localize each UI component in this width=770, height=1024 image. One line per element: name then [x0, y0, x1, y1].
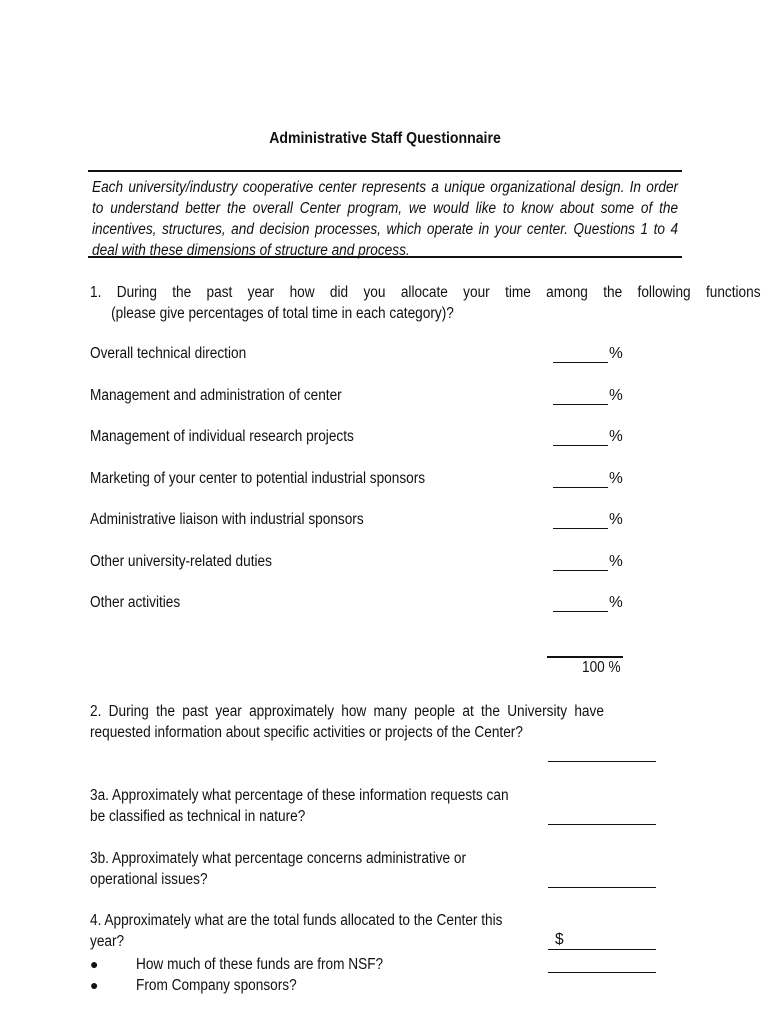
- time-row-input[interactable]: [553, 473, 608, 488]
- time-row-label: Management and administration of center: [90, 387, 342, 404]
- total-rule: [547, 656, 623, 658]
- question-4-line2: year?: [90, 933, 125, 950]
- percent-sign: %: [609, 470, 623, 487]
- percent-sign: %: [609, 553, 623, 570]
- question-4-line1: 4. Approximately what are the total funds allocated to the Center this: [90, 912, 503, 929]
- total-percent: 100 %: [582, 659, 621, 676]
- time-row-label: Management of individual research projects: [90, 428, 354, 445]
- time-row-label: Other university-related duties: [90, 553, 272, 570]
- percent-sign: %: [609, 345, 623, 362]
- question-3a-line1: 3a. Approximately what percentage of these information requests can: [90, 787, 509, 804]
- time-row-label: Administrative liaison with industrial sponsors: [90, 511, 364, 528]
- time-row-input[interactable]: [553, 556, 608, 571]
- intro-text: Each university/industry cooperative center represents a unique organizational design. In order to understand better the overall Center program, we would like to know about some of the incentives, structures, and decision processes, which operate in your center. Questions 1 to 4 deal with these dimensions of structure and process.: [92, 179, 679, 259]
- question-3b: [90, 848, 517, 890]
- question-3b-line2: operational issues?: [90, 871, 208, 888]
- percent-sign: %: [609, 511, 623, 528]
- time-row-label: Marketing of your center to potential industrial sponsors: [90, 470, 426, 487]
- question-3a-answer-line[interactable]: [548, 824, 656, 825]
- time-row-input[interactable]: [553, 431, 608, 446]
- question-1-line1: 1. During the past year how did you allocate your time among the following functions: [90, 284, 761, 301]
- question-4-nsf-answer-line[interactable]: [548, 972, 656, 973]
- page-title: Administrative Staff Questionnaire: [269, 130, 501, 147]
- time-row-label: Other activities: [90, 594, 181, 611]
- question-3b-line1: 3b. Approximately what percentage concerns administrative or: [90, 850, 467, 867]
- time-row-label: Overall technical direction: [90, 345, 247, 362]
- bullet-icon: ●: [90, 977, 99, 993]
- question-3b-answer-line[interactable]: [548, 887, 656, 888]
- question-3a-line2: be classified as technical in nature?: [90, 808, 306, 825]
- intro-box: [88, 170, 682, 258]
- percent-sign: %: [609, 428, 623, 445]
- time-row-input[interactable]: [553, 348, 608, 363]
- bullet-icon: ●: [90, 956, 99, 972]
- percent-sign: %: [609, 387, 623, 404]
- question-3a: [90, 785, 566, 827]
- question-1: [90, 282, 770, 324]
- time-row-input[interactable]: [553, 390, 608, 405]
- percent-sign: %: [609, 594, 623, 611]
- question-2: [90, 701, 674, 743]
- question-4-bullet-text: From Company sponsors?: [136, 977, 297, 994]
- question-4: [90, 910, 559, 952]
- question-4-answer-line[interactable]: [548, 949, 656, 950]
- time-row-input[interactable]: [553, 597, 608, 612]
- question-1-line2: (please give percentages of total time in each category)?: [111, 305, 454, 322]
- time-row-input[interactable]: [553, 514, 608, 529]
- question-2-answer-line[interactable]: [548, 761, 656, 762]
- currency-sign: $: [555, 931, 564, 948]
- question-2-text: 2. During the past year approximately how many people at the University have requested information about specific activities or projects of the Center?: [90, 703, 604, 741]
- question-4-bullet-text: How much of these funds are from NSF?: [136, 956, 384, 973]
